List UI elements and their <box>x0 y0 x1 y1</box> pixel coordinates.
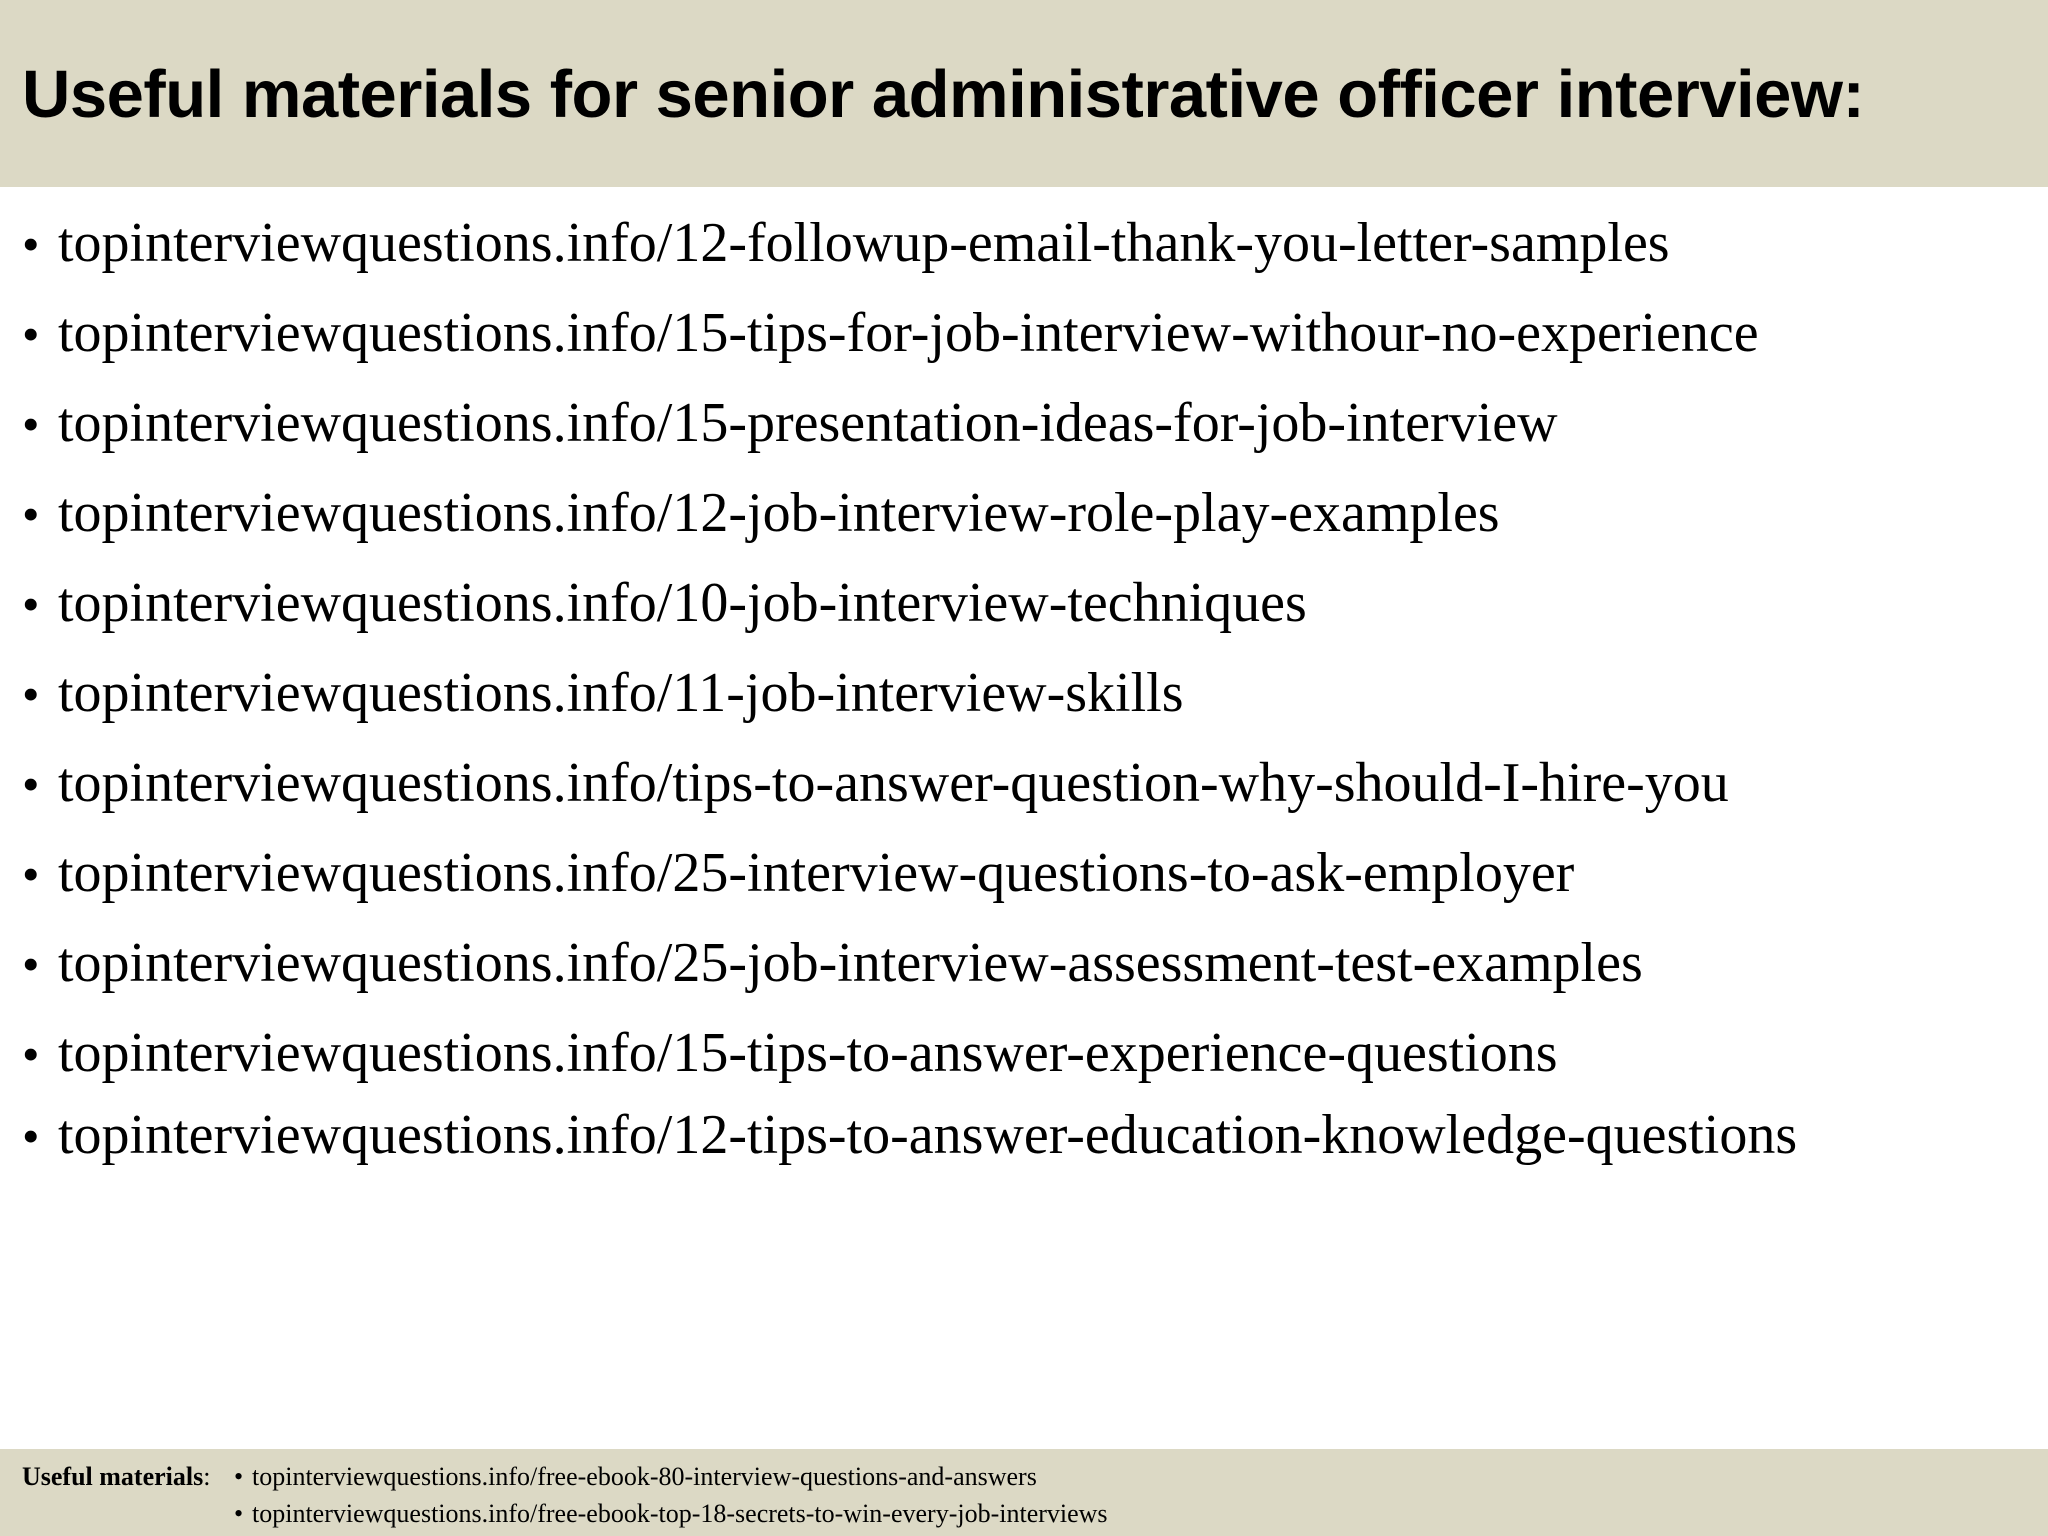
bullet-icon: • <box>22 666 40 722</box>
page-title: Useful materials for senior administrative officer interview: <box>22 57 1865 132</box>
list-item <box>22 918 1797 1008</box>
bullet-icon: • <box>234 1499 244 1528</box>
material-link[interactable]: topinterviewquestions.info/11-job-interview-skills <box>58 662 1184 724</box>
list-item <box>22 198 1797 288</box>
footer-link[interactable]: topinterviewquestions.info/free-ebook-80-interview-questions-and-answers <box>252 1462 1037 1491</box>
footer-band <box>0 1449 2048 1536</box>
list-item <box>22 828 1797 918</box>
list-item <box>22 1008 1797 1098</box>
bullet-icon: • <box>22 846 40 902</box>
bullet-icon: • <box>234 1462 244 1491</box>
footer-label <box>22 1458 234 1495</box>
footer-link[interactable]: topinterviewquestions.info/free-ebook-top-18-secrets-to-win-every-job-interviews <box>252 1499 1108 1528</box>
bullet-icon: • <box>22 306 40 362</box>
material-link[interactable]: topinterviewquestions.info/12-followup-email-thank-you-letter-samples <box>58 212 1670 274</box>
material-link[interactable]: topinterviewquestions.info/12-job-interview-role-play-examples <box>58 482 1500 544</box>
material-link[interactable]: topinterviewquestions.info/15-presentation-ideas-for-job-interview <box>58 392 1558 454</box>
bullet-icon: • <box>22 486 40 542</box>
footer-label-text: Useful materials <box>22 1462 204 1491</box>
list-item <box>22 648 1797 738</box>
material-link[interactable]: topinterviewquestions.info/10-job-interview-techniques <box>58 572 1307 634</box>
bullet-icon: • <box>22 1108 40 1164</box>
bullet-icon: • <box>22 756 40 812</box>
list-item <box>22 468 1797 558</box>
list-item <box>22 288 1797 378</box>
list-item <box>22 378 1797 468</box>
bullet-icon: • <box>22 576 40 632</box>
bullet-icon: • <box>22 216 40 272</box>
bullet-icon: • <box>22 936 40 992</box>
list-item <box>22 738 1797 828</box>
footer-row <box>22 1458 2048 1495</box>
bullet-icon: • <box>22 396 40 452</box>
material-link[interactable]: topinterviewquestions.info/15-tips-for-job-interview-withour-no-experience <box>58 302 1759 364</box>
list-item <box>22 1090 1797 1172</box>
material-link[interactable]: topinterviewquestions.info/25-job-interview-assessment-test-examples <box>58 932 1643 994</box>
footer-row <box>22 1495 2048 1532</box>
footer-indent <box>22 1495 234 1532</box>
material-link[interactable]: topinterviewquestions.info/15-tips-to-answer-experience-questions <box>58 1022 1558 1084</box>
materials-link-list <box>22 198 1797 1172</box>
footer-label-colon: : <box>203 1462 211 1491</box>
material-link[interactable]: topinterviewquestions.info/tips-to-answer-question-why-should-I-hire-you <box>58 752 1729 814</box>
title-band <box>0 0 2048 187</box>
list-item <box>22 558 1797 648</box>
bullet-icon: • <box>22 1026 40 1082</box>
material-link[interactable]: topinterviewquestions.info/25-interview-questions-to-ask-employer <box>58 842 1575 904</box>
material-link[interactable]: topinterviewquestions.info/12-tips-to-answer-education-knowledge-questions <box>58 1104 1798 1166</box>
